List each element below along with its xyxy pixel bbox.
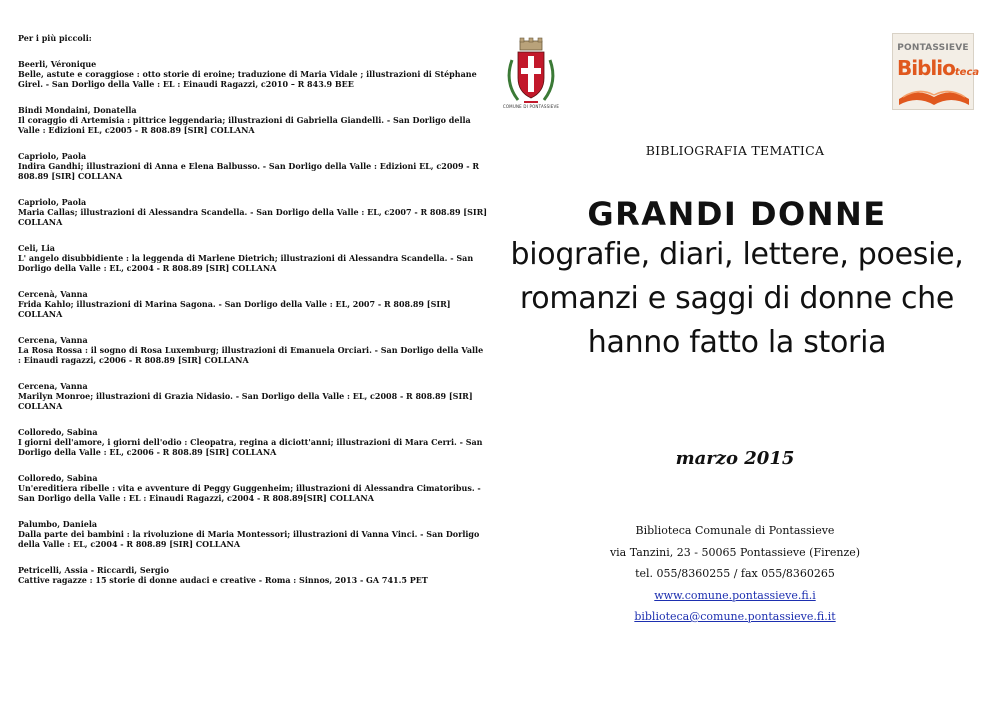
entry-author: Colloredo, Sabina [18,473,98,483]
entry-author: Cercena, Vanna [18,381,88,391]
entry-description: I giorni dell'amore, i giorni dell'odio : Cleopatra, regina a diciott'anni; illustrazioni di Mara Cerri. - San Dorligo della Valle : EL, c2006 - R 808.89 [SIR] COLLANA [18,437,483,457]
website-link[interactable]: www.comune.pontassieve.fi.i [654,588,816,602]
entry-author: Capriolo, Paola [18,197,87,207]
page-title: GRANDI DONNE [587,195,887,233]
entry-description: La Rosa Rossa : il sogno di Rosa Luxemburg; illustrazioni di Emanuela Orciari. - San Dorligo della Valle : Einaudi ragazzi, c2006 - R 808.89 [SIR] COLLANA [18,345,484,365]
entry-description: Maria Callas; illustrazioni di Alessandra Scandella. - San Dorligo della Valle : EL, c2007 - R 808.89 [SIR] COLLANA [18,207,488,227]
entry-author: Beerli, Véronique [18,59,97,69]
document-type-label: BIBLIOGRAFIA TEMATICA [645,143,825,158]
subtitle-line: romanzi e saggi di donne che [519,281,955,316]
list-item [18,197,488,227]
entry-author: Bindi Mondaini, Donatella [18,105,137,115]
library-phone: tel. 055/8360255 / fax 055/8360265 [635,567,835,580]
publication-date: marzo 2015 [675,448,795,469]
logo-wordmark [897,56,980,80]
subtitle-line: hanno fatto la storia [587,325,887,360]
entry-description: Belle, astute e coraggiose : otto storie di eroine; traduzione di Maria Vidale ; illustrazioni di Stéphane Girel. - San Dorligo della Valle : EL : Einaudi Ragazzi, c2010 – R 843.9 BEE [18,69,477,89]
section-heading: Per i più piccoli: [18,33,92,43]
list-item [18,151,488,181]
list-item [18,289,488,319]
entry-description: Frida Kahlo; illustrazioni di Marina Sagona. - San Dorligo della Valle : EL, 2007 - R 808.89 [SIR] COLLANA [18,299,451,319]
entry-description: Dalla parte dei bambini : la rivoluzione di Maria Montessori; illustrazioni di Vanna Vinci. - San Dorligo della Valle : EL, c2004 - R 808.89 [SIR] COLLANA [18,529,480,549]
list-item [18,565,488,585]
entry-description: L' angelo disubbidiente : la leggenda di Marlene Dietrich; illustrazioni di Alessandra Scandella. - San Dorligo della Valle : EL, c2004 - R 808.89 [SIR] COLLANA [18,253,474,273]
list-item [18,427,488,457]
list-item [18,335,488,365]
entry-author: Colloredo, Sabina [18,427,98,437]
entry-description: Il coraggio di Artemisia : pittrice leggendaria; illustrazioni di Gabriella Giandelli. - San Dorligo della Valle : Edizioni EL, c2005 - R 808.89 [SIR] COLLANA [18,115,471,135]
subtitle-line: biografie, diari, lettere, poesie, [510,237,964,272]
entry-description: Indira Gandhi; illustrazioni di Anna e Elena Balbusso. - San Dorligo della Valle : Edizioni EL, c2009 - R 808.89 [SIR] COLLANA [18,161,480,181]
entry-description: Un'ereditiera ribelle : vita e avventure di Peggy Guggenheim; illustrazioni di Alessandra Cimatoribus. - San Dorligo della Valle : EL : Einaudi Ragazzi, c2004 - R 808.89[SIR] COLLANA [18,483,481,503]
email-link[interactable]: biblioteca@comune.pontassieve.fi.it [634,610,836,623]
contact-block [590,520,880,628]
list-item [18,59,488,89]
logo-town-name: PONTASSIEVE [897,43,969,53]
municipal-crest-icon [500,38,562,112]
list-item [18,381,488,411]
library-address: via Tanzini, 23 - 50065 Pontassieve (Firenze) [609,545,861,559]
crest-caption: COMUNE DI PONTASSIEVE [502,104,560,109]
entry-author: Celi, Lia [18,243,55,253]
entry-author: Cercena, Vanna [18,335,88,345]
entry-author: Petricelli, Assia - Riccardi, Sergio [18,565,169,575]
logo-word-main: Biblio [897,56,955,80]
page-subtitle [500,233,974,365]
list-item [18,473,488,503]
logo-word-small: teca [954,67,980,78]
entry-author: Cercenà, Vanna [18,289,88,299]
bibliography-list [18,33,488,601]
entry-description: Marilyn Monroe; illustrazioni di Grazia Nidasio. - San Dorligo della Valle : EL, c2008 - R 808.89 [SIR] COLLANA [18,391,473,411]
list-item [18,519,488,549]
open-book-icon [893,79,975,109]
list-item [18,105,488,135]
entry-author: Palumbo, Daniela [18,519,98,529]
list-item [18,243,488,273]
library-logo [892,33,980,110]
entry-author: Capriolo, Paola [18,151,87,161]
library-name: Biblioteca Comunale di Pontassieve [635,524,835,537]
entry-description: Cattive ragazze : 15 storie di donne audaci e creative - Roma : Sinnos, 2013 - GA 741.5 PET [18,575,428,585]
